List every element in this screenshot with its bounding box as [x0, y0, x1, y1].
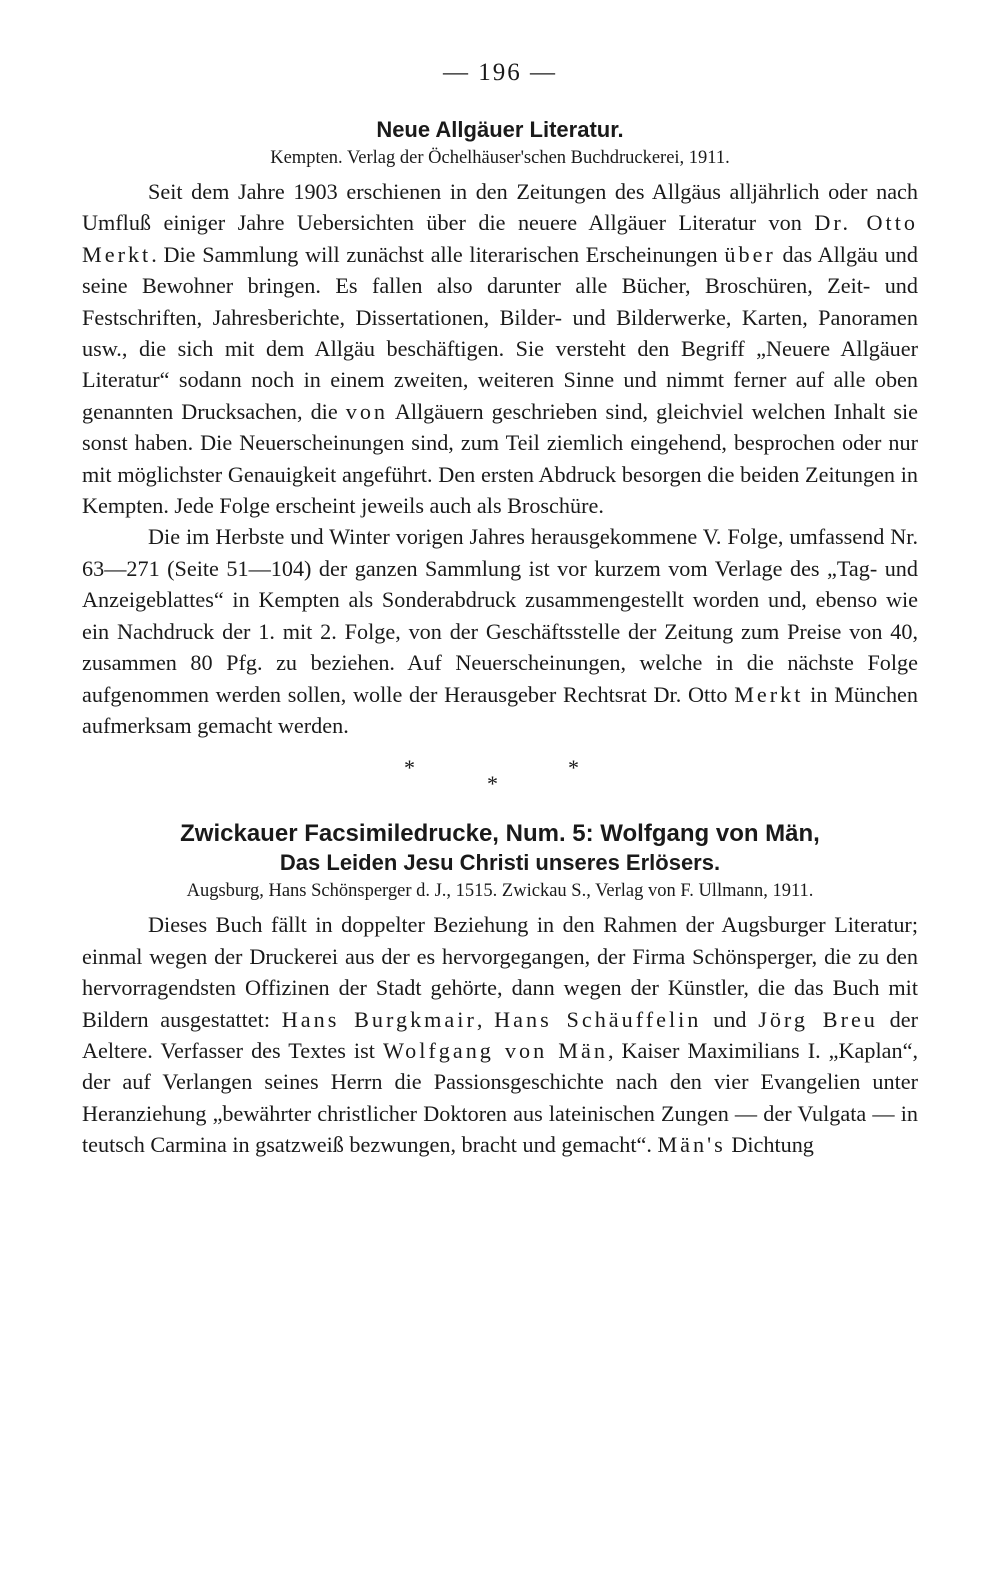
text-run: Seit dem Jahre 1903 erschienen in den Zeitungen des Allgäus alljährlich oder nach Umfluß einiger Jahre Uebersichten über die neuere Allgäuer Literatur von	[82, 179, 918, 236]
author-name-spaced: Män's	[657, 1132, 726, 1158]
text-run: der Aeltere. Verfasser des Textes ist	[82, 1006, 918, 1063]
section-1-paragraph-1	[82, 176, 918, 521]
text-run: . Die Sammlung will zunächst alle literarischen Erscheinungen	[151, 241, 725, 267]
book-page	[82, 58, 918, 1161]
text-run: Allgäuern geschrieben sind, gleichviel welchen Inhalt sie sonst haben. Die Neuerscheinungen sind, zum Teil ziemlich eingehend, besprochen oder nur mit möglichster Genauigkeit angeführt. Den ersten Abdruck besorgen die beiden Zeitungen in Kempten. Jede Folge erscheint jeweils auch als Broschüre.	[82, 398, 918, 519]
text-run: ,	[476, 1006, 495, 1032]
emphasis-spaced: über	[724, 241, 776, 267]
section-2-title-line-2: Das Leiden Jesu Christi unseres Erlösers.	[279, 850, 721, 876]
emphasis-spaced: von	[345, 398, 389, 424]
asterism-separator	[82, 741, 918, 819]
separator-star: *	[568, 755, 579, 781]
section-1-title: Neue Allgäuer Literatur.	[376, 117, 624, 142]
author-name-spaced: Wolfgang von Män	[382, 1037, 608, 1063]
author-name-spaced: Merkt	[734, 681, 804, 707]
section-1-paragraph-2	[82, 521, 918, 741]
artist-name-spaced: Jörg Breu	[758, 1006, 878, 1032]
section-2-imprint: Augsburg, Hans Schönsperger d. J., 1515. Zwickau S., Verlag von F. Ullmann, 1911.	[186, 881, 814, 902]
text-run: Dichtung	[725, 1132, 814, 1158]
separator-star: *	[404, 755, 415, 781]
text-run: und	[701, 1006, 759, 1032]
section-2-title-line-1: Zwickauer Facsimiledrucke, Num. 5: Wolfgang von Män,	[180, 820, 820, 848]
text-run: in München aufmerksam gemacht werden.	[82, 681, 918, 738]
text-run: das Allgäu und seine Bewohner bringen. Es fallen also darunter alle Bücher, Broschüren, Zeit- und Festschriften, Jahresberichte, Dissertationen, Bilder- und Bilderwerke, Karten, Panoramen usw., die sich mit dem Allgäu beschäftigen. Sie versteht den Begriff „Neuere Allgäuer Literatur“ sodann noch in einem zweiten, weiteren Sinne und nimmt ferner auf alle oben genannten Drucksachen, die	[82, 241, 918, 424]
section-1-imprint: Kempten. Verlag der Öchelhäuser'schen Buchdruckerei, 1911.	[270, 148, 730, 168]
author-name-spaced: Dr. Otto Merkt	[82, 210, 918, 267]
section-2-paragraph-1	[82, 909, 918, 1160]
artist-name-spaced: Hans Schäuffelin	[494, 1006, 702, 1032]
separator-star: *	[487, 771, 498, 797]
artist-name-spaced: Hans Burgkmair	[281, 1006, 477, 1032]
text-run: , Kaiser Maximilians I. „Kaplan“, der auf Verlangen seines Herrn die Passionsgeschichte nach den vier Evangelien unter Heranziehung „bewährter christlicher Doktoren aus lateinischen Zungen — der Vulgata — in teutsch Carmina in gsatzweiß bezwungen, bracht und gemacht“.	[82, 1037, 918, 1158]
text-run: Dieses Buch fällt in doppelter Beziehung in den Rahmen der Augsburger Literatur; einmal wegen der Druckerei aus der es hervorgegangen, der Firma Schönsperger, die zu den hervorragendsten Offizinen der Stadt gehörte, dann wegen der Künstler, die das Buch mit Bildern ausgestattet:	[82, 912, 918, 1032]
text-run: Die im Herbste und Winter vorigen Jahres herausgekommene V. Folge, umfassend Nr. 63—271 (Seite 51—104) der ganzen Sammlung ist vor kurzem vom Verlage des „Tag- und Anzeigeblattes“ in Kempten als Sonderabdruck zusammengestellt worden und, ebenso wie ein Nachdruck der 1. mit 2. Folge, von der Geschäftsstelle der Zeitung zum Preise von 40, zusammen 80 Pfg. zu beziehen. Auf Neuerscheinungen, welche in die nächste Folge aufgenommen werden sollen, wolle der Herausgeber Rechtsrat Dr. Otto	[82, 524, 918, 707]
page-number: — 196 —	[443, 59, 557, 86]
